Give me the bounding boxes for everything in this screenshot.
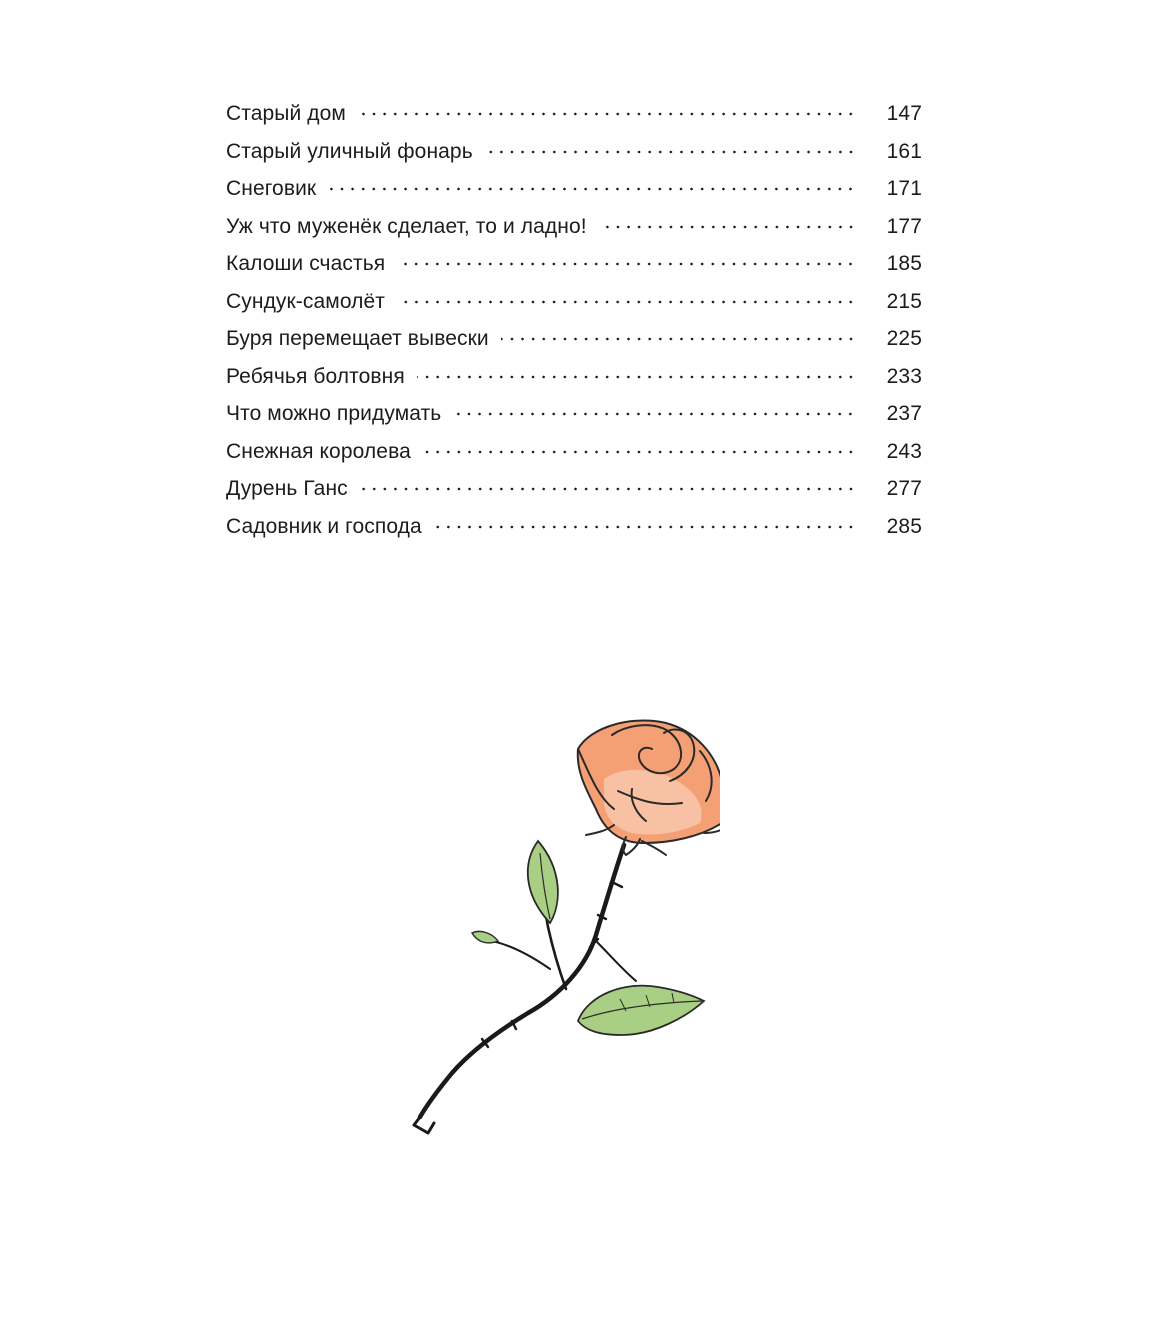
toc-entry[interactable] — [226, 365, 922, 403]
toc-entry-page: 171 — [886, 177, 922, 200]
toc-entry-page: 177 — [886, 214, 922, 238]
toc-entry[interactable] — [226, 515, 922, 553]
toc-entry-title: Ребячья болтовня — [226, 364, 405, 388]
table-of-contents — [226, 102, 922, 552]
toc-entry[interactable] — [226, 327, 922, 365]
toc-entry-page: 243 — [886, 439, 922, 463]
toc-entry-title: Снеговик — [226, 177, 317, 200]
toc-entry-title: Снежная королева — [226, 439, 411, 463]
rose-leaf — [578, 986, 704, 1035]
toc-dot-leader — [328, 187, 856, 191]
toc-entry-title: Буря перемещает вывески — [226, 327, 489, 350]
rose-illustration — [400, 705, 720, 1155]
rose-bud-leaf — [472, 931, 498, 943]
toc-entry[interactable] — [226, 177, 922, 215]
toc-entry-page: 285 — [886, 514, 922, 538]
toc-entry-title: Старый дом — [226, 102, 346, 125]
toc-entry-page: 225 — [886, 327, 922, 350]
toc-entry-page: 147 — [886, 102, 922, 125]
toc-entry[interactable] — [226, 402, 922, 440]
toc-entry-page: 161 — [886, 139, 922, 163]
toc-entry[interactable] — [226, 252, 922, 290]
toc-entry-page: 215 — [886, 289, 922, 313]
toc-dot-leader — [434, 525, 856, 529]
toc-dot-leader — [485, 150, 856, 154]
toc-dot-leader — [501, 337, 856, 341]
toc-dot-leader — [360, 487, 856, 491]
toc-entry-page: 185 — [886, 252, 922, 275]
toc-entry[interactable] — [226, 477, 922, 515]
toc-entry-title: Что можно придумать — [226, 402, 442, 425]
toc-entry-title: Сундук-самолёт — [226, 289, 385, 313]
toc-dot-leader — [599, 225, 856, 229]
toc-entry-title: Дурень Ганс — [226, 477, 348, 500]
toc-entry[interactable] — [226, 102, 922, 140]
toc-entry[interactable] — [226, 140, 922, 178]
toc-dot-leader — [358, 112, 856, 116]
toc-dot-leader — [397, 262, 856, 266]
toc-entry[interactable] — [226, 440, 922, 478]
toc-dot-leader — [417, 375, 856, 379]
toc-entry-page: 237 — [886, 402, 922, 425]
toc-entry-title: Садовник и господа — [226, 514, 422, 538]
toc-entry-title: Калоши счастья — [226, 252, 386, 275]
toc-entry[interactable] — [226, 290, 922, 328]
rose-stem — [414, 845, 636, 1133]
toc-entry[interactable] — [226, 215, 922, 253]
toc-entry-title: Старый уличный фонарь — [226, 139, 473, 163]
toc-entry-page: 233 — [886, 364, 922, 388]
toc-dot-leader — [453, 412, 856, 416]
rose-bloom — [578, 721, 720, 855]
toc-entry-page: 277 — [886, 477, 922, 500]
toc-entry-title: Уж что муженёк сделает, то и ладно! — [226, 214, 587, 238]
toc-dot-leader — [397, 300, 856, 304]
toc-dot-leader — [423, 450, 856, 454]
